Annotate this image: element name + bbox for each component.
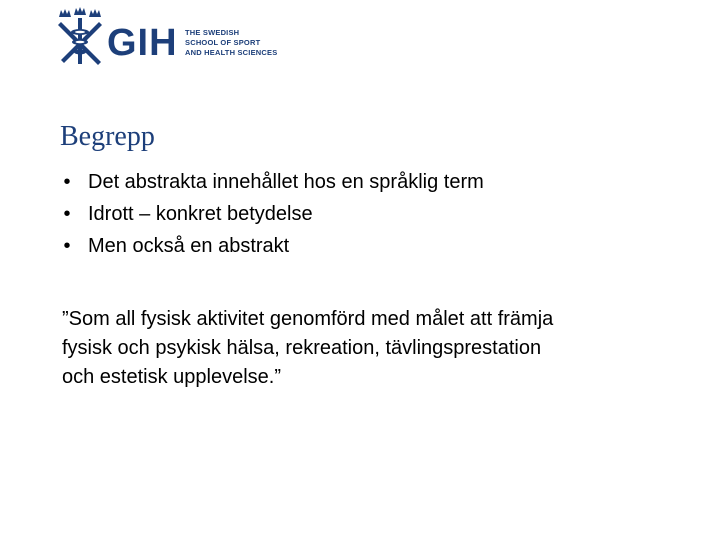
quote-line: och estetisk upplevelse.” bbox=[62, 366, 282, 388]
logo-tagline-line: THE SWEDISH bbox=[185, 28, 240, 37]
bullet-item bbox=[60, 166, 484, 198]
bullet-icon: • bbox=[63, 235, 71, 257]
slide-title: Begrepp bbox=[60, 121, 155, 152]
logo-tagline-line: AND HEALTH SCIENCES bbox=[185, 48, 278, 57]
crowns-and-caduceus-icon bbox=[55, 6, 109, 68]
definition-quote bbox=[62, 305, 702, 392]
bullet-text: Men också en abstrakt bbox=[88, 235, 290, 257]
quote-line: fysisk och psykisk hälsa, rekreation, tävlingsprestation bbox=[62, 337, 542, 359]
bullet-text: Idrott – konkret betydelse bbox=[88, 203, 313, 225]
logo-wordmark: GIH bbox=[107, 22, 178, 64]
bullet-icon: • bbox=[63, 171, 71, 193]
logo-tagline-line: SCHOOL OF SPORT bbox=[185, 38, 261, 47]
bullet-item bbox=[60, 198, 484, 230]
quote-line: ”Som all fysisk aktivitet genomförd med målet att främja bbox=[62, 308, 554, 330]
bullet-icon: • bbox=[63, 203, 71, 225]
bullet-list bbox=[60, 166, 484, 262]
bullet-item bbox=[60, 230, 484, 262]
gih-logo bbox=[55, 6, 280, 68]
logo-tagline bbox=[185, 28, 277, 58]
bullet-text: Det abstrakta innehållet hos en språklig term bbox=[88, 171, 484, 193]
